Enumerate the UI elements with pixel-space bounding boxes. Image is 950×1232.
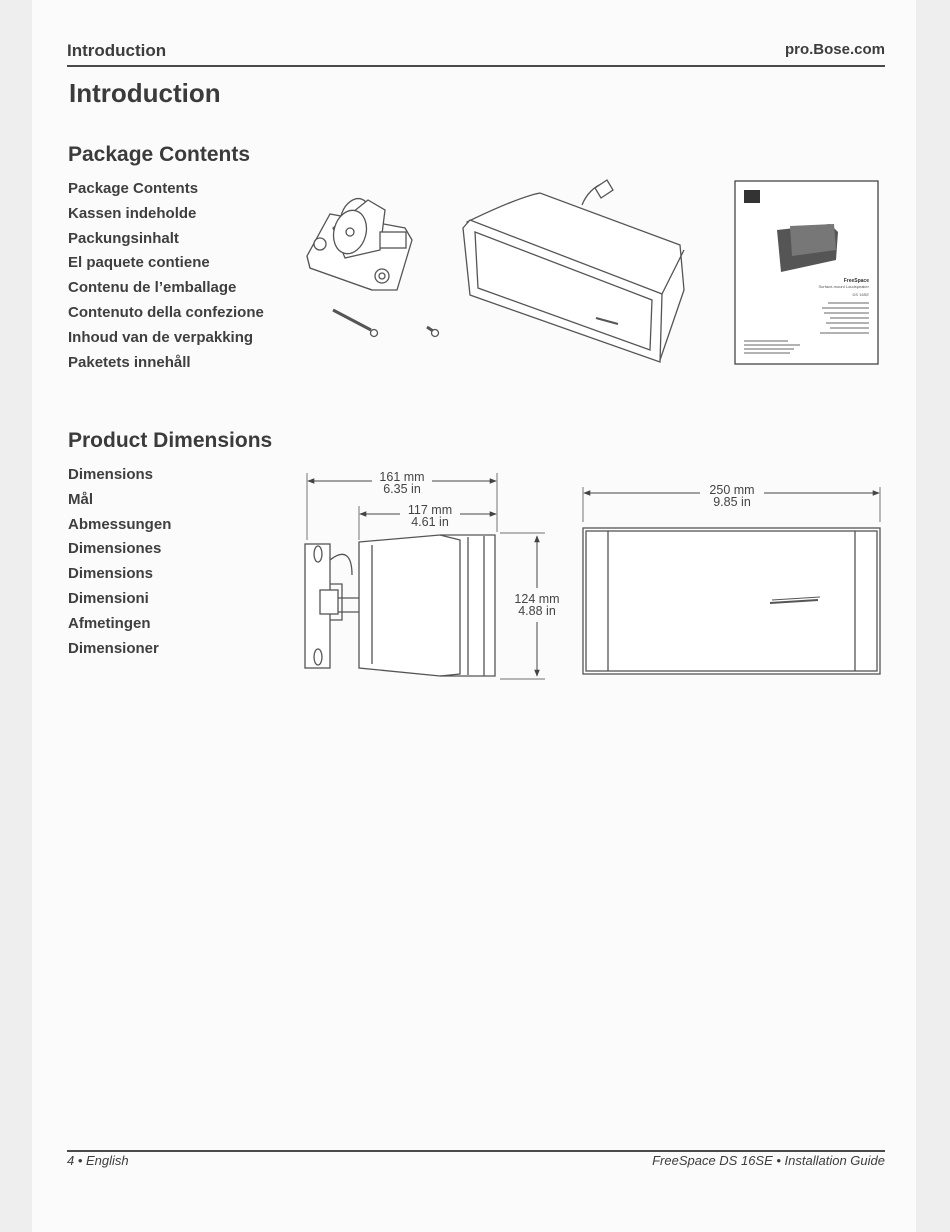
package-label: Kassen indeholde — [68, 204, 197, 222]
depth-body-in: 4.61 in — [411, 515, 449, 529]
header-section: Introduction — [67, 41, 167, 60]
dimensions-label: Afmetingen — [68, 614, 151, 632]
height-in: 4.88 in — [518, 604, 556, 618]
guide-model: DS 16SE — [852, 292, 869, 297]
width-in: 9.85 in — [713, 495, 751, 509]
guide-product: FreeSpace — [843, 278, 869, 284]
front-view-drawing — [583, 487, 880, 674]
package-label: Inhoud van de verpakking — [68, 328, 254, 346]
dimensions-label: Dimensiones — [68, 540, 162, 558]
dimensions-label: Dimensions — [68, 466, 154, 483]
depth-body-mm: 117 mm — [407, 503, 453, 517]
package-label: Package Contents — [68, 180, 199, 197]
dimensions-label: Dimensioner — [68, 639, 159, 657]
package-label: Packungsinhalt — [68, 229, 179, 247]
dimensions-label: Dimensions — [68, 565, 154, 583]
package-label: Paketets innehåll — [68, 353, 191, 371]
page-title: Introduction — [69, 78, 221, 108]
dimensions-label: Abmessungen — [68, 515, 172, 533]
header-site: pro.Bose.com — [784, 41, 885, 58]
package-heading: Package Contents — [68, 143, 251, 166]
package-label: El paquete contiene — [68, 254, 210, 272]
footer-rule — [67, 1150, 885, 1152]
depth-total-mm: 161 mm — [379, 470, 425, 484]
dimensions-label: Dimensioni — [68, 589, 149, 607]
footer-document-title: FreeSpace DS 16SE • Installation Guide — [652, 1153, 885, 1168]
side-view-drawing — [305, 473, 497, 676]
guide-subtitle: Surface-mount Loudspeaker — [818, 284, 869, 289]
height-mm: 124 mm — [514, 592, 560, 606]
package-label: Contenuto della confezione — [68, 303, 264, 321]
dimensions-label: Mål — [68, 490, 94, 508]
footer-page-number: 4 • English — [67, 1153, 129, 1168]
dimensions-heading: Product Dimensions — [68, 429, 273, 452]
package-label: Contenu de l’emballage — [68, 279, 237, 297]
width-mm: 250 mm — [709, 483, 755, 497]
depth-total-in: 6.35 in — [383, 482, 421, 496]
